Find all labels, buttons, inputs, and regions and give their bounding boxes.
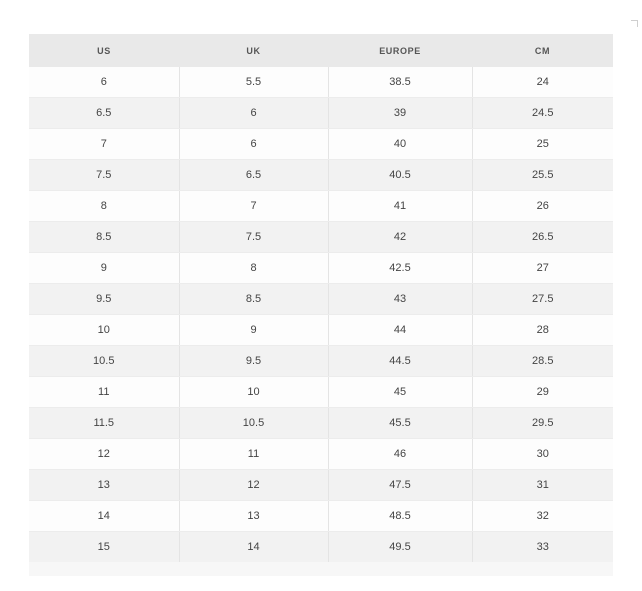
cell-cm: 27 xyxy=(472,253,613,284)
cell-europe: 43 xyxy=(328,284,472,315)
table-row xyxy=(29,160,613,191)
cell-cm: 24.5 xyxy=(472,98,613,129)
size-chart-container xyxy=(29,34,613,576)
cell-us: 8 xyxy=(29,191,179,222)
cell-us: 7.5 xyxy=(29,160,179,191)
cell-europe: 49.5 xyxy=(328,532,472,563)
cell-cm: 32 xyxy=(472,501,613,532)
cell-europe: 39 xyxy=(328,98,472,129)
table-header-row xyxy=(29,34,613,67)
cell-europe: 48.5 xyxy=(328,501,472,532)
cell-cm: 25.5 xyxy=(472,160,613,191)
cell-uk: 8.5 xyxy=(179,284,328,315)
cell-us: 6.5 xyxy=(29,98,179,129)
size-chart-table xyxy=(29,34,613,562)
cell-uk: 13 xyxy=(179,501,328,532)
table-row xyxy=(29,346,613,377)
cell-us: 10.5 xyxy=(29,346,179,377)
cell-us: 13 xyxy=(29,470,179,501)
cell-europe: 41 xyxy=(328,191,472,222)
cell-europe: 46 xyxy=(328,439,472,470)
cell-us: 10 xyxy=(29,315,179,346)
table-row xyxy=(29,129,613,160)
table-row xyxy=(29,253,613,284)
cell-europe: 40 xyxy=(328,129,472,160)
cell-us: 12 xyxy=(29,439,179,470)
cell-europe: 42.5 xyxy=(328,253,472,284)
cell-europe: 45.5 xyxy=(328,408,472,439)
cell-uk: 6.5 xyxy=(179,160,328,191)
cell-uk: 9 xyxy=(179,315,328,346)
cell-europe: 44.5 xyxy=(328,346,472,377)
cell-cm: 28 xyxy=(472,315,613,346)
cell-europe: 40.5 xyxy=(328,160,472,191)
cell-cm: 33 xyxy=(472,532,613,563)
table-row xyxy=(29,501,613,532)
cell-uk: 10.5 xyxy=(179,408,328,439)
cell-us: 8.5 xyxy=(29,222,179,253)
column-header-us: US xyxy=(29,34,179,67)
cell-uk: 7 xyxy=(179,191,328,222)
cell-cm: 27.5 xyxy=(472,284,613,315)
cell-cm: 31 xyxy=(472,470,613,501)
cell-cm: 24 xyxy=(472,67,613,98)
table-row xyxy=(29,222,613,253)
cell-uk: 6 xyxy=(179,129,328,160)
cell-europe: 47.5 xyxy=(328,470,472,501)
cell-cm: 30 xyxy=(472,439,613,470)
cell-europe: 44 xyxy=(328,315,472,346)
column-header-europe: EUROPE xyxy=(328,34,472,67)
cell-uk: 14 xyxy=(179,532,328,563)
table-row xyxy=(29,470,613,501)
cell-europe: 38.5 xyxy=(328,67,472,98)
cell-us: 11 xyxy=(29,377,179,408)
cell-uk: 5.5 xyxy=(179,67,328,98)
cell-uk: 7.5 xyxy=(179,222,328,253)
table-row xyxy=(29,532,613,563)
cell-us: 14 xyxy=(29,501,179,532)
table-row xyxy=(29,98,613,129)
column-header-cm: CM xyxy=(472,34,613,67)
cell-europe: 42 xyxy=(328,222,472,253)
cell-us: 9 xyxy=(29,253,179,284)
cell-cm: 25 xyxy=(472,129,613,160)
cell-cm: 29 xyxy=(472,377,613,408)
table-row xyxy=(29,439,613,470)
table-row xyxy=(29,408,613,439)
cell-uk: 8 xyxy=(179,253,328,284)
cell-us: 6 xyxy=(29,67,179,98)
cell-europe: 45 xyxy=(328,377,472,408)
cell-uk: 10 xyxy=(179,377,328,408)
cell-uk: 6 xyxy=(179,98,328,129)
cell-us: 11.5 xyxy=(29,408,179,439)
table-row xyxy=(29,315,613,346)
table-row xyxy=(29,191,613,222)
cell-uk: 12 xyxy=(179,470,328,501)
cell-us: 9.5 xyxy=(29,284,179,315)
table-row xyxy=(29,67,613,98)
cell-cm: 26 xyxy=(472,191,613,222)
table-header xyxy=(29,34,613,67)
cell-cm: 28.5 xyxy=(472,346,613,377)
corner-mark-icon xyxy=(631,20,638,27)
cell-us: 15 xyxy=(29,532,179,563)
cell-uk: 9.5 xyxy=(179,346,328,377)
column-header-uk: UK xyxy=(179,34,328,67)
cell-cm: 29.5 xyxy=(472,408,613,439)
table-row xyxy=(29,284,613,315)
cell-uk: 11 xyxy=(179,439,328,470)
cell-us: 7 xyxy=(29,129,179,160)
cell-cm: 26.5 xyxy=(472,222,613,253)
table-row xyxy=(29,377,613,408)
table-body xyxy=(29,67,613,562)
